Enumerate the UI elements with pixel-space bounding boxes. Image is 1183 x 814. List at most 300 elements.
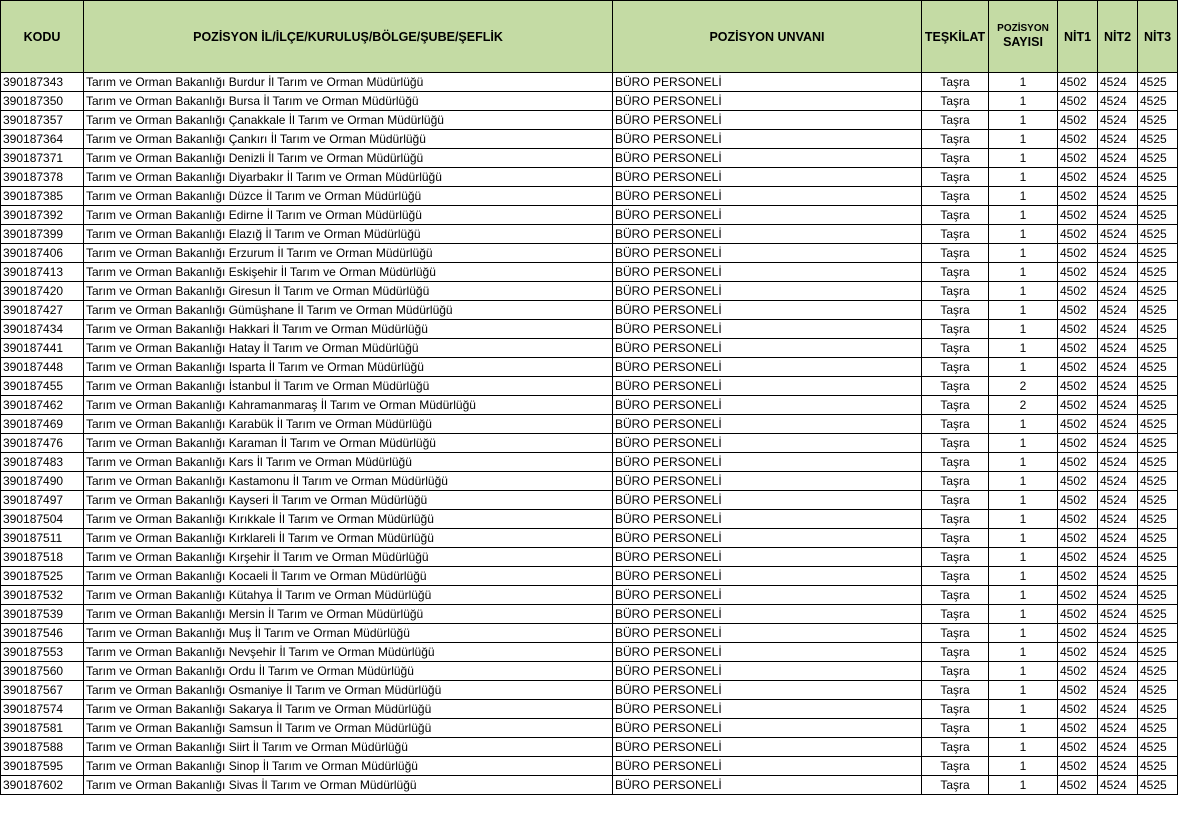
cell-pozisyon-sayisi: 1 (989, 700, 1058, 719)
table-row (1, 567, 1178, 586)
cell-kodu: 390187469 (1, 415, 84, 434)
cell-kodu: 390187420 (1, 282, 84, 301)
cell-nit3: 4525 (1138, 434, 1178, 453)
cell-teskilat: Taşra (922, 73, 989, 92)
table-row (1, 244, 1178, 263)
cell-teskilat: Taşra (922, 320, 989, 339)
cell-pozisyon-sayisi: 1 (989, 339, 1058, 358)
cell-pozisyon-unvani: BÜRO PERSONELİ (613, 738, 922, 757)
table-row (1, 396, 1178, 415)
cell-pozisyon-sayisi: 1 (989, 453, 1058, 472)
cell-kodu: 390187532 (1, 586, 84, 605)
header-row (1, 1, 1178, 73)
cell-pozisyon-unvani: BÜRO PERSONELİ (613, 472, 922, 491)
cell-pozisyon-yer: Tarım ve Orman Bakanlığı Kars İl Tarım ve Orman Müdürlüğü (84, 453, 613, 472)
cell-kodu: 390187441 (1, 339, 84, 358)
cell-pozisyon-unvani: BÜRO PERSONELİ (613, 377, 922, 396)
cell-nit2: 4524 (1098, 396, 1138, 415)
table-row (1, 510, 1178, 529)
cell-pozisyon-sayisi: 1 (989, 92, 1058, 111)
cell-teskilat: Taşra (922, 339, 989, 358)
cell-teskilat: Taşra (922, 206, 989, 225)
cell-teskilat: Taşra (922, 225, 989, 244)
cell-pozisyon-sayisi: 1 (989, 320, 1058, 339)
table-row (1, 605, 1178, 624)
cell-nit3: 4525 (1138, 168, 1178, 187)
cell-pozisyon-yer: Tarım ve Orman Bakanlığı Sivas İl Tarım ve Orman Müdürlüğü (84, 776, 613, 795)
cell-pozisyon-unvani: BÜRO PERSONELİ (613, 434, 922, 453)
cell-nit3: 4525 (1138, 491, 1178, 510)
cell-nit3: 4525 (1138, 244, 1178, 263)
cell-teskilat: Taşra (922, 263, 989, 282)
cell-nit3: 4525 (1138, 453, 1178, 472)
cell-kodu: 390187546 (1, 624, 84, 643)
cell-nit1: 4502 (1058, 168, 1098, 187)
header-kodu: KODU (1, 1, 84, 73)
cell-kodu: 390187525 (1, 567, 84, 586)
cell-nit3: 4525 (1138, 187, 1178, 206)
cell-nit3: 4525 (1138, 111, 1178, 130)
cell-nit2: 4524 (1098, 510, 1138, 529)
cell-pozisyon-unvani: BÜRO PERSONELİ (613, 92, 922, 111)
cell-nit3: 4525 (1138, 643, 1178, 662)
cell-nit3: 4525 (1138, 320, 1178, 339)
cell-pozisyon-sayisi: 1 (989, 529, 1058, 548)
table-row (1, 130, 1178, 149)
cell-teskilat: Taşra (922, 529, 989, 548)
cell-pozisyon-unvani: BÜRO PERSONELİ (613, 73, 922, 92)
cell-kodu: 390187406 (1, 244, 84, 263)
cell-nit2: 4524 (1098, 187, 1138, 206)
table-row (1, 738, 1178, 757)
cell-pozisyon-unvani: BÜRO PERSONELİ (613, 358, 922, 377)
table-row (1, 187, 1178, 206)
cell-nit1: 4502 (1058, 187, 1098, 206)
cell-pozisyon-unvani: BÜRO PERSONELİ (613, 719, 922, 738)
cell-nit2: 4524 (1098, 453, 1138, 472)
cell-pozisyon-sayisi: 1 (989, 548, 1058, 567)
cell-kodu: 390187364 (1, 130, 84, 149)
table-row (1, 681, 1178, 700)
cell-pozisyon-yer: Tarım ve Orman Bakanlığı Kastamonu İl Tarım ve Orman Müdürlüğü (84, 472, 613, 491)
table-row (1, 415, 1178, 434)
cell-pozisyon-yer: Tarım ve Orman Bakanlığı Edirne İl Tarım ve Orman Müdürlüğü (84, 206, 613, 225)
cell-teskilat: Taşra (922, 149, 989, 168)
cell-kodu: 390187385 (1, 187, 84, 206)
cell-pozisyon-sayisi: 1 (989, 130, 1058, 149)
cell-pozisyon-yer: Tarım ve Orman Bakanlığı Osmaniye İl Tarım ve Orman Müdürlüğü (84, 681, 613, 700)
cell-pozisyon-unvani: BÜRO PERSONELİ (613, 282, 922, 301)
cell-kodu: 390187567 (1, 681, 84, 700)
cell-pozisyon-yer: Tarım ve Orman Bakanlığı Kocaeli İl Tarım ve Orman Müdürlüğü (84, 567, 613, 586)
cell-nit1: 4502 (1058, 111, 1098, 130)
cell-pozisyon-unvani: BÜRO PERSONELİ (613, 624, 922, 643)
cell-nit1: 4502 (1058, 339, 1098, 358)
cell-nit1: 4502 (1058, 282, 1098, 301)
cell-pozisyon-yer: Tarım ve Orman Bakanlığı Diyarbakır İl Tarım ve Orman Müdürlüğü (84, 168, 613, 187)
cell-pozisyon-unvani: BÜRO PERSONELİ (613, 225, 922, 244)
cell-pozisyon-yer: Tarım ve Orman Bakanlığı Kütahya İl Tarım ve Orman Müdürlüğü (84, 586, 613, 605)
cell-kodu: 390187483 (1, 453, 84, 472)
cell-teskilat: Taşra (922, 738, 989, 757)
cell-pozisyon-sayisi: 1 (989, 586, 1058, 605)
cell-teskilat: Taşra (922, 700, 989, 719)
cell-nit2: 4524 (1098, 472, 1138, 491)
cell-kodu: 390187462 (1, 396, 84, 415)
cell-pozisyon-sayisi: 1 (989, 225, 1058, 244)
cell-pozisyon-unvani: BÜRO PERSONELİ (613, 149, 922, 168)
cell-nit1: 4502 (1058, 776, 1098, 795)
cell-teskilat: Taşra (922, 168, 989, 187)
cell-pozisyon-yer: Tarım ve Orman Bakanlığı Hatay İl Tarım ve Orman Müdürlüğü (84, 339, 613, 358)
cell-pozisyon-unvani: BÜRO PERSONELİ (613, 529, 922, 548)
cell-nit2: 4524 (1098, 168, 1138, 187)
cell-pozisyon-unvani: BÜRO PERSONELİ (613, 130, 922, 149)
cell-pozisyon-sayisi: 1 (989, 282, 1058, 301)
cell-nit1: 4502 (1058, 567, 1098, 586)
cell-nit3: 4525 (1138, 263, 1178, 282)
cell-kodu: 390187574 (1, 700, 84, 719)
table-row (1, 757, 1178, 776)
cell-nit1: 4502 (1058, 301, 1098, 320)
cell-pozisyon-sayisi: 1 (989, 263, 1058, 282)
table-row (1, 358, 1178, 377)
cell-kodu: 390187434 (1, 320, 84, 339)
cell-pozisyon-yer: Tarım ve Orman Bakanlığı Çanakkale İl Tarım ve Orman Müdürlüğü (84, 111, 613, 130)
cell-nit2: 4524 (1098, 149, 1138, 168)
table-row (1, 263, 1178, 282)
cell-nit3: 4525 (1138, 586, 1178, 605)
cell-nit1: 4502 (1058, 358, 1098, 377)
cell-pozisyon-unvani: BÜRO PERSONELİ (613, 301, 922, 320)
cell-pozisyon-unvani: BÜRO PERSONELİ (613, 320, 922, 339)
table-row (1, 73, 1178, 92)
cell-nit1: 4502 (1058, 757, 1098, 776)
table-row (1, 434, 1178, 453)
cell-nit1: 4502 (1058, 320, 1098, 339)
cell-nit3: 4525 (1138, 130, 1178, 149)
cell-kodu: 390187588 (1, 738, 84, 757)
cell-pozisyon-unvani: BÜRO PERSONELİ (613, 339, 922, 358)
cell-pozisyon-unvani: BÜRO PERSONELİ (613, 415, 922, 434)
cell-pozisyon-unvani: BÜRO PERSONELİ (613, 776, 922, 795)
cell-nit2: 4524 (1098, 225, 1138, 244)
cell-nit2: 4524 (1098, 206, 1138, 225)
cell-nit2: 4524 (1098, 662, 1138, 681)
cell-nit3: 4525 (1138, 624, 1178, 643)
cell-nit2: 4524 (1098, 92, 1138, 111)
cell-pozisyon-unvani: BÜRO PERSONELİ (613, 548, 922, 567)
cell-pozisyon-yer: Tarım ve Orman Bakanlığı Bursa İl Tarım ve Orman Müdürlüğü (84, 92, 613, 111)
table-row (1, 301, 1178, 320)
cell-kodu: 390187602 (1, 776, 84, 795)
cell-pozisyon-sayisi: 1 (989, 662, 1058, 681)
cell-nit1: 4502 (1058, 73, 1098, 92)
cell-teskilat: Taşra (922, 567, 989, 586)
cell-kodu: 390187511 (1, 529, 84, 548)
cell-nit1: 4502 (1058, 92, 1098, 111)
cell-nit1: 4502 (1058, 738, 1098, 757)
cell-nit2: 4524 (1098, 244, 1138, 263)
cell-pozisyon-yer: Tarım ve Orman Bakanlığı Elazığ İl Tarım ve Orman Müdürlüğü (84, 225, 613, 244)
cell-nit1: 4502 (1058, 472, 1098, 491)
cell-pozisyon-sayisi: 1 (989, 605, 1058, 624)
cell-pozisyon-sayisi: 2 (989, 396, 1058, 415)
cell-teskilat: Taşra (922, 244, 989, 263)
cell-kodu: 390187343 (1, 73, 84, 92)
cell-nit3: 4525 (1138, 396, 1178, 415)
cell-nit2: 4524 (1098, 130, 1138, 149)
cell-pozisyon-sayisi: 1 (989, 491, 1058, 510)
cell-pozisyon-unvani: BÜRO PERSONELİ (613, 453, 922, 472)
cell-pozisyon-unvani: BÜRO PERSONELİ (613, 681, 922, 700)
cell-nit1: 4502 (1058, 225, 1098, 244)
cell-pozisyon-sayisi: 1 (989, 301, 1058, 320)
cell-pozisyon-yer: Tarım ve Orman Bakanlığı Samsun İl Tarım ve Orman Müdürlüğü (84, 719, 613, 738)
cell-pozisyon-yer: Tarım ve Orman Bakanlığı Ordu İl Tarım ve Orman Müdürlüğü (84, 662, 613, 681)
cell-pozisyon-unvani: BÜRO PERSONELİ (613, 586, 922, 605)
cell-kodu: 390187350 (1, 92, 84, 111)
cell-nit3: 4525 (1138, 358, 1178, 377)
cell-nit3: 4525 (1138, 73, 1178, 92)
cell-nit3: 4525 (1138, 472, 1178, 491)
cell-pozisyon-sayisi: 1 (989, 149, 1058, 168)
cell-nit3: 4525 (1138, 92, 1178, 111)
cell-nit2: 4524 (1098, 605, 1138, 624)
cell-kodu: 390187448 (1, 358, 84, 377)
cell-nit1: 4502 (1058, 396, 1098, 415)
cell-teskilat: Taşra (922, 111, 989, 130)
cell-teskilat: Taşra (922, 491, 989, 510)
cell-pozisyon-sayisi: 1 (989, 472, 1058, 491)
cell-pozisyon-yer: Tarım ve Orman Bakanlığı Siirt İl Tarım ve Orman Müdürlüğü (84, 738, 613, 757)
header-pozisyon-unvani: POZİSYON UNVANI (613, 1, 922, 73)
header-teskilat: TEŞKİLAT (922, 1, 989, 73)
cell-nit3: 4525 (1138, 510, 1178, 529)
table-row (1, 529, 1178, 548)
cell-nit3: 4525 (1138, 206, 1178, 225)
cell-pozisyon-yer: Tarım ve Orman Bakanlığı Isparta İl Tarım ve Orman Müdürlüğü (84, 358, 613, 377)
cell-pozisyon-yer: Tarım ve Orman Bakanlığı Düzce İl Tarım ve Orman Müdürlüğü (84, 187, 613, 206)
cell-kodu: 390187490 (1, 472, 84, 491)
cell-nit1: 4502 (1058, 244, 1098, 263)
cell-nit3: 4525 (1138, 567, 1178, 586)
cell-pozisyon-sayisi: 2 (989, 377, 1058, 396)
cell-nit2: 4524 (1098, 757, 1138, 776)
cell-nit1: 4502 (1058, 149, 1098, 168)
cell-nit2: 4524 (1098, 358, 1138, 377)
header-nit2: NİT2 (1098, 1, 1138, 73)
cell-nit1: 4502 (1058, 130, 1098, 149)
cell-kodu: 390187497 (1, 491, 84, 510)
cell-pozisyon-unvani: BÜRO PERSONELİ (613, 244, 922, 263)
cell-pozisyon-unvani: BÜRO PERSONELİ (613, 491, 922, 510)
header-pozisyon-sayisi-line1: POZİSYON (997, 23, 1049, 34)
cell-kodu: 390187427 (1, 301, 84, 320)
cell-teskilat: Taşra (922, 187, 989, 206)
cell-nit3: 4525 (1138, 301, 1178, 320)
cell-nit3: 4525 (1138, 757, 1178, 776)
cell-teskilat: Taşra (922, 92, 989, 111)
cell-pozisyon-unvani: BÜRO PERSONELİ (613, 700, 922, 719)
cell-nit2: 4524 (1098, 738, 1138, 757)
cell-pozisyon-yer: Tarım ve Orman Bakanlığı Burdur İl Tarım ve Orman Müdürlüğü (84, 73, 613, 92)
cell-pozisyon-yer: Tarım ve Orman Bakanlığı Muş İl Tarım ve Orman Müdürlüğü (84, 624, 613, 643)
cell-teskilat: Taşra (922, 548, 989, 567)
cell-pozisyon-yer: Tarım ve Orman Bakanlığı Sakarya İl Tarım ve Orman Müdürlüğü (84, 700, 613, 719)
cell-pozisyon-sayisi: 1 (989, 358, 1058, 377)
cell-kodu: 390187539 (1, 605, 84, 624)
table-row (1, 111, 1178, 130)
cell-teskilat: Taşra (922, 643, 989, 662)
cell-nit3: 4525 (1138, 681, 1178, 700)
cell-nit3: 4525 (1138, 776, 1178, 795)
cell-nit3: 4525 (1138, 377, 1178, 396)
cell-pozisyon-yer: Tarım ve Orman Bakanlığı Kırklareli İl Tarım ve Orman Müdürlüğü (84, 529, 613, 548)
table-row (1, 206, 1178, 225)
cell-nit3: 4525 (1138, 605, 1178, 624)
cell-nit2: 4524 (1098, 301, 1138, 320)
cell-nit2: 4524 (1098, 529, 1138, 548)
cell-pozisyon-unvani: BÜRO PERSONELİ (613, 111, 922, 130)
cell-teskilat: Taşra (922, 301, 989, 320)
cell-pozisyon-unvani: BÜRO PERSONELİ (613, 510, 922, 529)
cell-pozisyon-yer: Tarım ve Orman Bakanlığı Denizli İl Tarım ve Orman Müdürlüğü (84, 149, 613, 168)
cell-teskilat: Taşra (922, 472, 989, 491)
cell-pozisyon-yer: Tarım ve Orman Bakanlığı Eskişehir İl Tarım ve Orman Müdürlüğü (84, 263, 613, 282)
cell-pozisyon-unvani: BÜRO PERSONELİ (613, 187, 922, 206)
table-row (1, 586, 1178, 605)
cell-pozisyon-unvani: BÜRO PERSONELİ (613, 567, 922, 586)
cell-pozisyon-unvani: BÜRO PERSONELİ (613, 643, 922, 662)
cell-teskilat: Taşra (922, 453, 989, 472)
cell-pozisyon-yer: Tarım ve Orman Bakanlığı Nevşehir İl Tarım ve Orman Müdürlüğü (84, 643, 613, 662)
cell-pozisyon-sayisi: 1 (989, 510, 1058, 529)
header-pozisyon-yer: POZİSYON İL/İLÇE/KURULUŞ/BÖLGE/ŞUBE/ŞEFLİK (84, 1, 613, 73)
cell-nit2: 4524 (1098, 320, 1138, 339)
cell-teskilat: Taşra (922, 396, 989, 415)
table-row (1, 662, 1178, 681)
cell-nit1: 4502 (1058, 206, 1098, 225)
cell-pozisyon-yer: Tarım ve Orman Bakanlığı Sinop İl Tarım ve Orman Müdürlüğü (84, 757, 613, 776)
cell-pozisyon-yer: Tarım ve Orman Bakanlığı Mersin İl Tarım ve Orman Müdürlüğü (84, 605, 613, 624)
cell-pozisyon-unvani: BÜRO PERSONELİ (613, 396, 922, 415)
cell-kodu: 390187581 (1, 719, 84, 738)
cell-nit3: 4525 (1138, 719, 1178, 738)
cell-pozisyon-unvani: BÜRO PERSONELİ (613, 263, 922, 282)
cell-kodu: 390187504 (1, 510, 84, 529)
cell-pozisyon-yer: Tarım ve Orman Bakanlığı Erzurum İl Tarım ve Orman Müdürlüğü (84, 244, 613, 263)
cell-nit1: 4502 (1058, 377, 1098, 396)
cell-nit1: 4502 (1058, 719, 1098, 738)
cell-nit2: 4524 (1098, 719, 1138, 738)
cell-pozisyon-yer: Tarım ve Orman Bakanlığı Karaman İl Tarım ve Orman Müdürlüğü (84, 434, 613, 453)
cell-nit2: 4524 (1098, 700, 1138, 719)
table-row (1, 320, 1178, 339)
cell-teskilat: Taşra (922, 757, 989, 776)
header-pozisyon-sayisi-line2: SAYISI (1003, 35, 1043, 49)
cell-pozisyon-yer: Tarım ve Orman Bakanlığı Gümüşhane İl Tarım ve Orman Müdürlüğü (84, 301, 613, 320)
cell-nit2: 4524 (1098, 776, 1138, 795)
cell-pozisyon-sayisi: 1 (989, 434, 1058, 453)
cell-kodu: 390187476 (1, 434, 84, 453)
cell-kodu: 390187560 (1, 662, 84, 681)
cell-pozisyon-sayisi: 1 (989, 681, 1058, 700)
cell-nit1: 4502 (1058, 605, 1098, 624)
cell-nit3: 4525 (1138, 225, 1178, 244)
cell-pozisyon-sayisi: 1 (989, 415, 1058, 434)
cell-nit2: 4524 (1098, 111, 1138, 130)
cell-kodu: 390187357 (1, 111, 84, 130)
cell-pozisyon-yer: Tarım ve Orman Bakanlığı Kayseri İl Tarım ve Orman Müdürlüğü (84, 491, 613, 510)
table-row (1, 719, 1178, 738)
cell-nit2: 4524 (1098, 263, 1138, 282)
cell-pozisyon-sayisi: 1 (989, 757, 1058, 776)
cell-nit1: 4502 (1058, 586, 1098, 605)
cell-teskilat: Taşra (922, 377, 989, 396)
table-row (1, 548, 1178, 567)
table-row (1, 92, 1178, 111)
cell-pozisyon-sayisi: 1 (989, 244, 1058, 263)
cell-nit3: 4525 (1138, 548, 1178, 567)
cell-kodu: 390187553 (1, 643, 84, 662)
cell-nit3: 4525 (1138, 149, 1178, 168)
table-row (1, 149, 1178, 168)
cell-nit1: 4502 (1058, 510, 1098, 529)
cell-kodu: 390187399 (1, 225, 84, 244)
cell-nit3: 4525 (1138, 529, 1178, 548)
cell-kodu: 390187518 (1, 548, 84, 567)
cell-nit3: 4525 (1138, 738, 1178, 757)
cell-kodu: 390187413 (1, 263, 84, 282)
cell-nit2: 4524 (1098, 643, 1138, 662)
cell-teskilat: Taşra (922, 415, 989, 434)
cell-pozisyon-yer: Tarım ve Orman Bakanlığı Kahramanmaraş İl Tarım ve Orman Müdürlüğü (84, 396, 613, 415)
cell-nit1: 4502 (1058, 681, 1098, 700)
table-row (1, 491, 1178, 510)
cell-nit3: 4525 (1138, 700, 1178, 719)
cell-nit2: 4524 (1098, 282, 1138, 301)
table-row (1, 472, 1178, 491)
cell-pozisyon-sayisi: 1 (989, 776, 1058, 795)
cell-nit2: 4524 (1098, 73, 1138, 92)
cell-teskilat: Taşra (922, 358, 989, 377)
cell-pozisyon-unvani: BÜRO PERSONELİ (613, 662, 922, 681)
header-nit3: NİT3 (1138, 1, 1178, 73)
cell-kodu: 390187455 (1, 377, 84, 396)
cell-pozisyon-unvani: BÜRO PERSONELİ (613, 168, 922, 187)
cell-pozisyon-unvani: BÜRO PERSONELİ (613, 757, 922, 776)
cell-nit1: 4502 (1058, 434, 1098, 453)
cell-teskilat: Taşra (922, 510, 989, 529)
cell-pozisyon-yer: Tarım ve Orman Bakanlığı Giresun İl Tarım ve Orman Müdürlüğü (84, 282, 613, 301)
cell-nit1: 4502 (1058, 662, 1098, 681)
cell-pozisyon-sayisi: 1 (989, 567, 1058, 586)
cell-pozisyon-sayisi: 1 (989, 73, 1058, 92)
cell-pozisyon-yer: Tarım ve Orman Bakanlığı Kırıkkale İl Tarım ve Orman Müdürlüğü (84, 510, 613, 529)
cell-nit1: 4502 (1058, 700, 1098, 719)
cell-nit3: 4525 (1138, 339, 1178, 358)
cell-nit1: 4502 (1058, 548, 1098, 567)
cell-teskilat: Taşra (922, 434, 989, 453)
cell-pozisyon-sayisi: 1 (989, 111, 1058, 130)
cell-kodu: 390187595 (1, 757, 84, 776)
cell-nit2: 4524 (1098, 339, 1138, 358)
cell-pozisyon-yer: Tarım ve Orman Bakanlığı Hakkari İl Tarım ve Orman Müdürlüğü (84, 320, 613, 339)
cell-nit2: 4524 (1098, 586, 1138, 605)
cell-teskilat: Taşra (922, 624, 989, 643)
cell-nit2: 4524 (1098, 491, 1138, 510)
